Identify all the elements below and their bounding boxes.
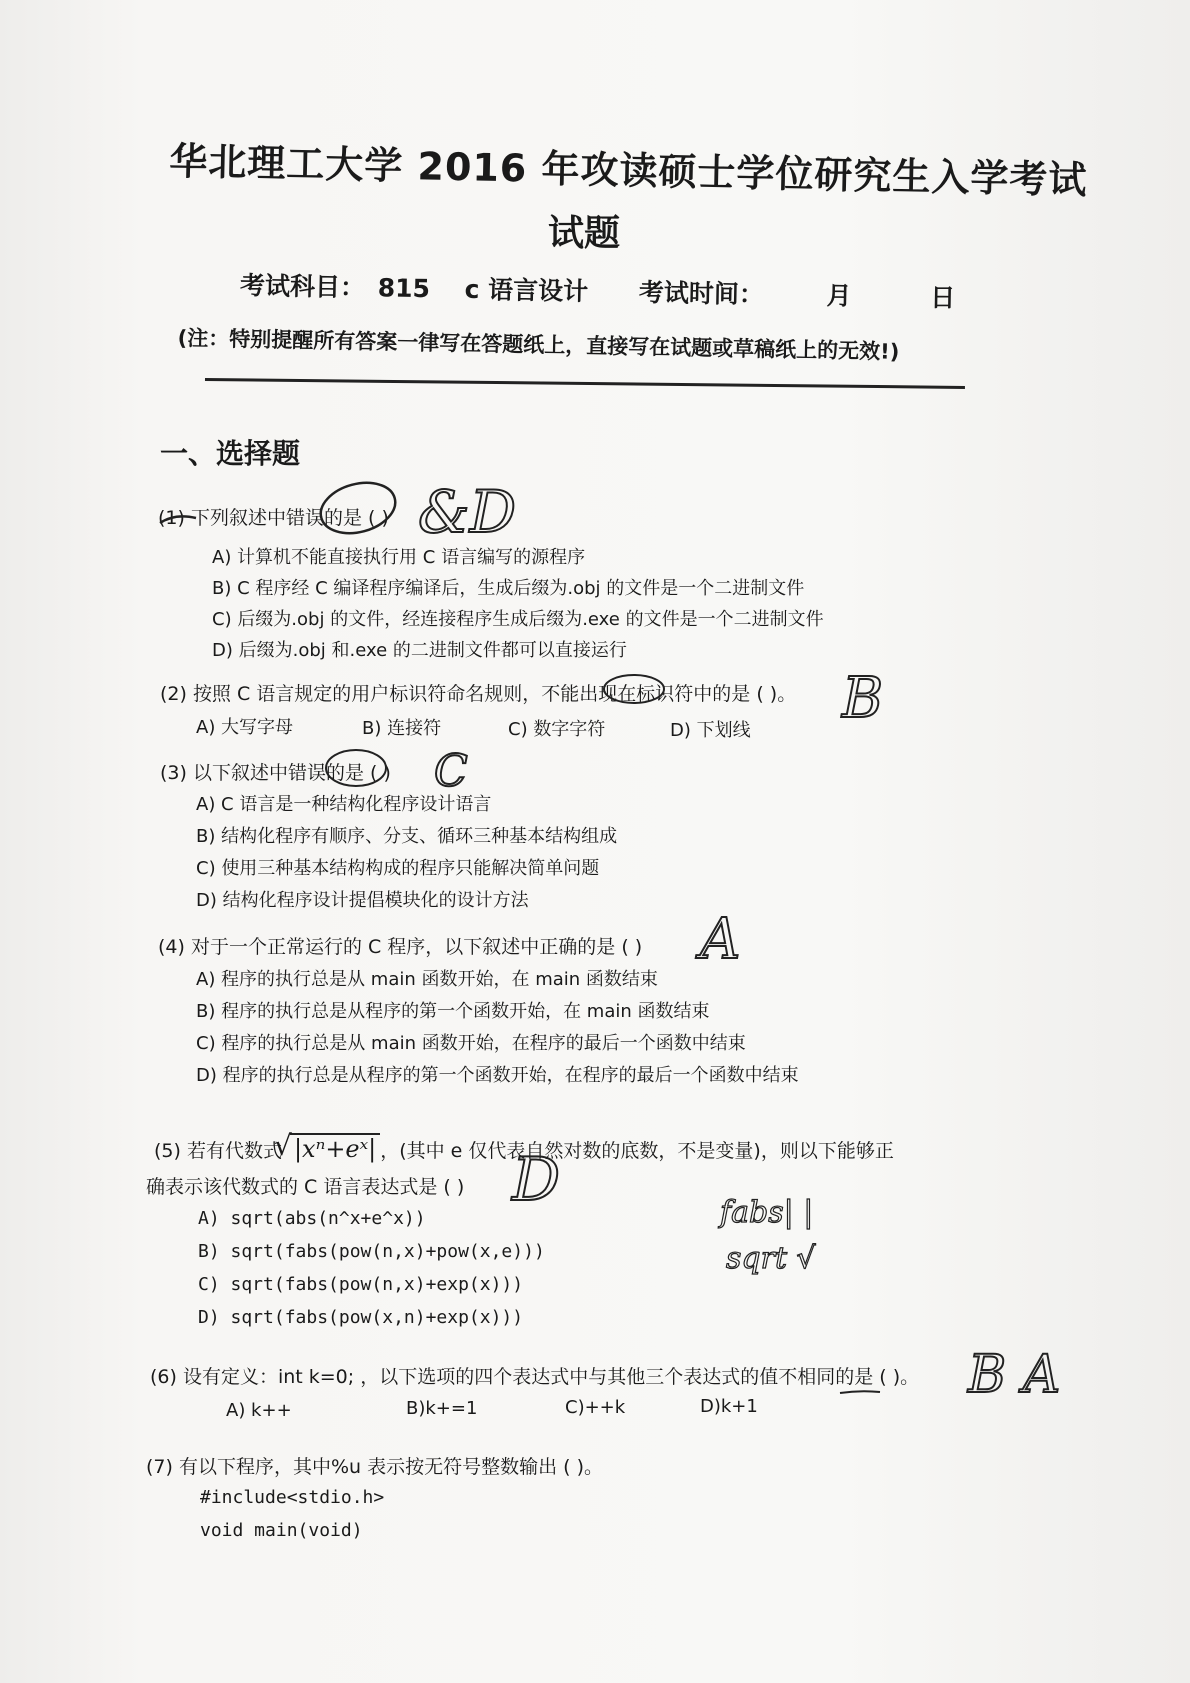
q1-answer: &D [418, 478, 517, 546]
exam-note: (注：特别提醒所有答案一律写在答题纸上，直接写在试题或草稿纸上的无效!) [177, 325, 900, 364]
question-4-option-b: B) 程序的执行总是从程序的第一个函数开始，在 main 函数结束 [196, 1001, 710, 1022]
question-5-stem-cont: 确表示该代数式的 C 语言表达式是 ( ) [146, 1176, 465, 1198]
section-title: 一、选择题 [160, 437, 301, 470]
time-label: 考试时间： [638, 277, 765, 310]
q6-answer: B A [968, 1345, 1061, 1405]
note-sqrt: sqrt √ [726, 1241, 816, 1276]
question-5-option-a: A) sqrt(abs(n^x+e^x)) [198, 1208, 426, 1229]
q2-answer: B [842, 666, 884, 731]
exam-title: 华北理工大学 2016 年攻读硕士学位研究生入学考试 [168, 138, 1088, 203]
question-2-option-a: A) 大写字母 [196, 717, 294, 738]
question-5-option-d: D) sqrt(fabs(pow(x,n)+exp(x))) [198, 1307, 524, 1328]
question-6-option-c: C)++k [565, 1397, 626, 1418]
subject-code: 815 [377, 273, 431, 304]
question-3-option-a: A) C 语言是一种结构化程序设计语言 [196, 794, 492, 815]
question-5-option-c: C) sqrt(fabs(pow(n,x)+exp(x))) [198, 1274, 524, 1295]
question-3-option-c: C) 使用三种基本结构构成的程序只能解决简单问题 [196, 858, 600, 879]
question-4-stem: (4) 对于一个正常运行的 C 程序，以下叙述中正确的是 ( ) [158, 936, 643, 958]
q6-underline-mark [840, 1391, 880, 1393]
question-3-stem: (3) 以下叙述中错误的是 ( ) [160, 762, 391, 784]
question-6-option-a: A) k++ [226, 1400, 292, 1421]
subject-line [239, 266, 956, 314]
question-5-stem [154, 1133, 894, 1163]
question-1-stem: (1) 下列叙述中错误的是 ( ) [158, 507, 389, 529]
note-fabs: fabs| | [720, 1195, 814, 1230]
question-2-option-b: B) 连接符 [362, 718, 442, 739]
question-5-formula: √ |xⁿ+eˣ| [290, 1133, 380, 1163]
question-2-option-d: D) 下划线 [670, 720, 751, 741]
question-2-stem: (2) 按照 C 语言规定的用户标识符命名规则，不能出现在标识符中的是 ( )。 [160, 683, 797, 705]
exam-title-line2: 试题 [548, 213, 621, 254]
question-6-option-d: D)k+1 [700, 1396, 758, 1417]
question-7-code-line-1: #include<stdio.h> [200, 1487, 385, 1508]
question-3-option-b: B) 结构化程序有顺序、分支、循环三种基本结构组成 [196, 826, 618, 847]
header-divider [205, 378, 965, 389]
question-4-option-d: D) 程序的执行总是从程序的第一个函数开始，在程序的最后一个函数中结束 [196, 1065, 799, 1086]
subject-label: 考试科目： [239, 270, 366, 303]
subject-name: c 语言设计 [464, 274, 589, 306]
q3-answer: C [434, 746, 468, 797]
question-5-stem-a: (5) 若有代数式 [154, 1140, 282, 1162]
question-4-option-a: A) 程序的执行总是从 main 函数开始，在 main 函数结束 [196, 969, 658, 990]
month-label: 月 [826, 281, 852, 311]
q5-answer: D [512, 1145, 561, 1215]
question-1-option-b: B) C 程序经 C 编译程序编译后，生成后缀为.obj 的文件是一个二进制文件 [212, 578, 805, 599]
question-7-stem: (7) 有以下程序，其中%u 表示按无符号整数输出 ( )。 [146, 1456, 603, 1478]
question-6-option-b: B)k+=1 [406, 1398, 478, 1419]
day-label: 日 [930, 282, 956, 313]
q4-answer: A [700, 907, 741, 972]
question-4-option-c: C) 程序的执行总是从 main 函数开始，在程序的最后一个函数中结束 [196, 1033, 746, 1054]
question-1-option-d: D) 后缀为.obj 和.exe 的二进制文件都可以直接运行 [212, 640, 627, 661]
question-1-option-c: C) 后缀为.obj 的文件，经连接程序生成后缀为.exe 的文件是一个二进制文件 [212, 609, 824, 630]
question-1-option-a: A) 计算机不能直接执行用 C 语言编写的源程序 [212, 547, 586, 568]
question-7-code-line-2: void main(void) [200, 1520, 363, 1541]
question-2-option-c: C) 数字字符 [508, 719, 606, 740]
question-3-option-d: D) 结构化程序设计提倡模块化的设计方法 [196, 890, 529, 911]
question-5-option-b: B) sqrt(fabs(pow(n,x)+pow(x,e))) [198, 1241, 545, 1262]
question-5-stem-b: ，(其中 e 仅代表自然对数的底数，不是变量)，则以下能够正 [380, 1140, 894, 1162]
question-6-stem: (6) 设有定义：int k=0; ，以下选项的四个表达式中与其他三个表达式的值不相同的是 ( )。 [150, 1366, 920, 1388]
